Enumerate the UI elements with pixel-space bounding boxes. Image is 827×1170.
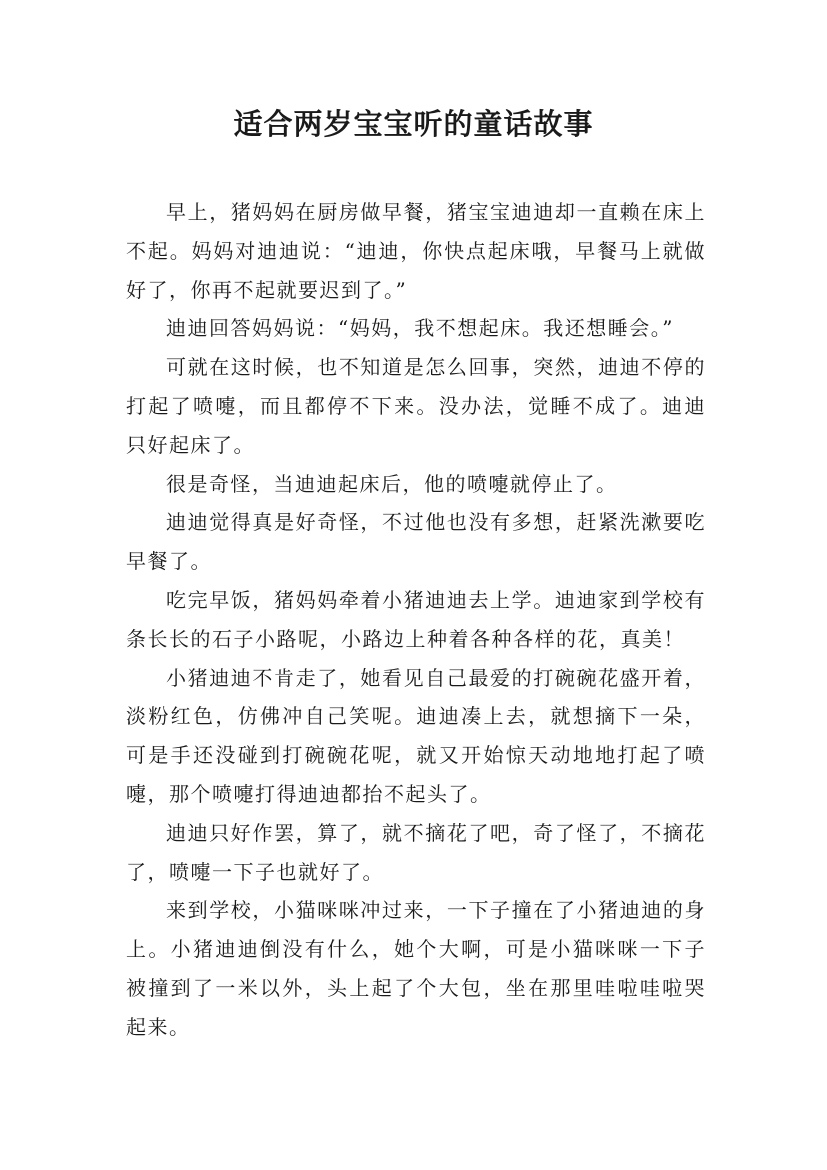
paragraph-2: 迪迪回答妈妈说：“妈妈，我不想起床。我还想睡会。” — [166, 316, 674, 341]
paragraph-7: 小猪迪迪不肯走了，她看见自己最爱的打碗碗花盛开着，淡粉红色，仿佛冲自己笑呢。迪迪凑上去，就想摘下一朵，可是手还没碰到打碗碗花呢，就又开始惊天动地地打起了喷嚏，那个喷嚏打得迪迪都抬不起头了。 — [126, 665, 706, 806]
document-body — [126, 193, 706, 1047]
paragraph-4: 很是奇怪，当迪迪起床后，他的喷嚏就停止了。 — [166, 471, 618, 496]
paragraph-6: 吃完早饭，猪妈妈牵着小猪迪迪去上学。迪迪家到学校有条长长的石子小路呢，小路边上种着各种各样的花，真美！ — [126, 587, 706, 651]
paragraph-3: 可就在这时候，也不知道是怎么回事，突然，迪迪不停的打起了喷嚏，而且都停不下来。没办法，觉睡不成了。迪迪只好起床了。 — [126, 355, 706, 457]
paragraph-5: 迪迪觉得真是好奇怪，不过他也没有多想，赶紧洗漱要吃早餐了。 — [126, 510, 706, 574]
document-title: 适合两岁宝宝听的童话故事 — [233, 107, 594, 141]
paragraph-1: 早上，猪妈妈在厨房做早餐，猪宝宝迪迪却一直赖在床上不起。妈妈对迪迪说：“迪迪，你快点起床哦，早餐马上就做好了，你再不起就要迟到了。” — [126, 200, 706, 302]
paragraph-9: 来到学校，小猫咪咪冲过来，一下子撞在了小猪迪迪的身上。小猪迪迪倒没有什么，她个大啊，可是小猫咪咪一下子被撞到了一米以外，头上起了个大包，坐在那里哇啦哇啦哭起来。 — [126, 898, 706, 1039]
paragraph-8: 迪迪只好作罢，算了，就不摘花了吧，奇了怪了，不摘花了，喷嚏一下子也就好了。 — [126, 820, 706, 884]
